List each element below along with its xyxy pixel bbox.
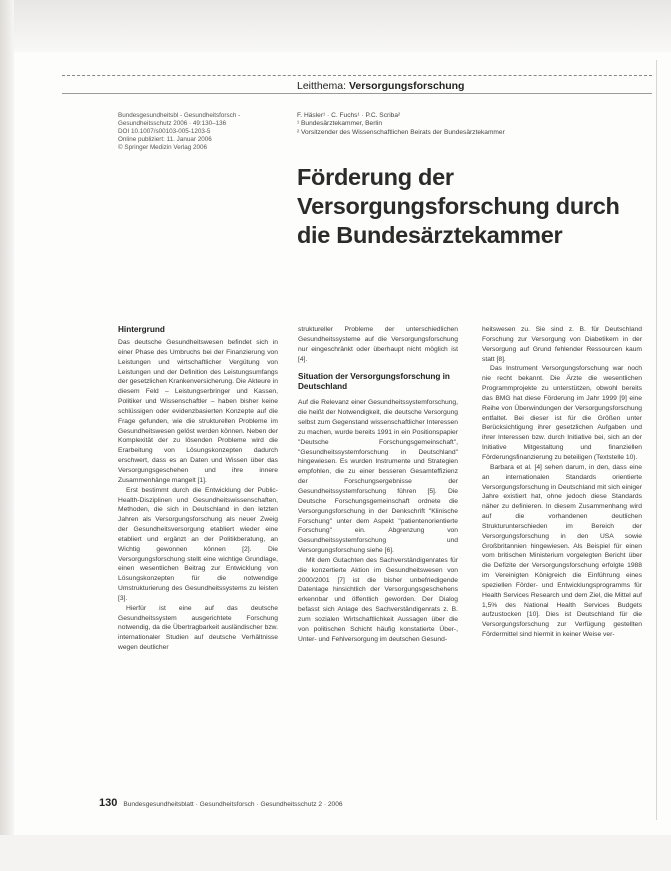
paragraph: heitswesen zu. Sie sind z. B. für Deutschland Forschung zur Versorgung von Diabetikern in der Versorgung auf Grund fehlender Ressourcen kaum statt [8]. — [482, 326, 642, 363]
section-heading: Situation der Versorgungsforschung in Deutschland — [298, 372, 450, 392]
header-rule — [62, 93, 652, 94]
text-column-3 — [482, 325, 642, 640]
journal-citation: Bundesgesundheitsblatt · Gesundheitsforsch · Gesundheitsschutz 2 · 2006 — [123, 801, 343, 808]
section-heading: Hintergrund — [118, 325, 165, 334]
publication-metadata — [118, 112, 288, 152]
author-names: F. Häsler¹ · C. Fuchs¹ · P.C. Scriba² — [297, 112, 401, 119]
paragraph: Das Instrument Versorgungsforschung war noch nie recht bekannt. Die Ärzte die wesentlichen Programmprojekte zu unterstützen, obwohl bereits das BMG hat diese Förderung im Jahr 1999 [9] eine Reihe von Überwindungen der Versorgungsforschung entfaltet. Bei dieser ist für die Größen unter Berücksichtigung ihrer gesetzlichen Aufgaben und ihrer Interessen bzw. durch Initiative bei, sich an der Initiative Mitgestaltung und finanziellen Förderungsfinanzierung zu beteiligen (Textstelle 10). — [482, 365, 642, 461]
page-fold-line — [656, 60, 657, 820]
text-column-2 — [298, 325, 458, 644]
paragraph: Auf die Relevanz einer Gesundheitssystemforschung, die heißt der Notwendigkeit, die deutsche Versorgung selbst zum Gegenstand wissenschaftlicher Interessen zu machen, wurde bereits 1991 in ein Positionspapier "Deutsche Forschungsgemeinschaft", "Gesundheitssystemforschung in Deutschland" hingewiesen. Es wurden Instrumente und Strategien empfohlen, die zu einer besseren Gesamteffizienz der Forschungsergebnisse der Gesundheitssystemforschung führen [5]. Die Deutsche Forschungsgemeinschaft ordnete die Versorgungsforschung in der Denkschrift "Klinische Forschung" unter dem Aspekt "patientenorientierte Forschung" ein. Abgrenzung von Gesundheitssystemforschung und Versorgungsforschung siehe [6]. — [298, 399, 458, 555]
author-affiliation: ² Vorsitzender des Wissenschaftlichen Beirats der Bundesärztekammer — [297, 128, 505, 136]
text-column-1 — [118, 325, 278, 653]
scan-shadow-top — [0, 0, 671, 52]
section-header — [297, 80, 464, 92]
meta-line: DOI 10.1007/s00103-005-1203-5 — [118, 128, 211, 136]
meta-line: © Springer Medizin Verlag 2006 — [118, 144, 207, 152]
page-footer — [99, 797, 559, 809]
title-line: Versorgungsforschung durch — [297, 193, 620, 219]
paragraph: struktureller Probleme der unterschiedlichen Gesundheitssysteme auf die Versorgungsforschung nur eingeschränkt oder überhaupt nicht möglich ist [4]. — [298, 326, 458, 363]
author-block — [297, 112, 597, 137]
paragraph: Hierfür ist eine auf das deutsche Gesundheitssystem ausgerichtete Forschung notwendig, da die Übertragbarkeit ausländischer bzw. internationaler Studien auf deutsche Verhältnisse wegen deutlicher — [118, 604, 278, 652]
article-title — [297, 163, 637, 250]
page-number: 130 — [99, 797, 118, 809]
paragraph: Mit dem Gutachten des Sachverständigenrates für die konzertierte Aktion im Gesundheitswesen von 2000/2001 [7] ist die bisher unbefriedigende Datenlage hinsichtlich der Versorgungsgeschehens erkennbar und öffentlich geworden. Der Dialog befasst sich Anlage des Sachverständigenrats z. B. zum sozialen Wirtschaftlichkeit Aussagen über die von politischen Schicht häufig konstatierte Über-, Unter- und Fehlversorgung im deutschen Gesund- — [298, 556, 458, 643]
meta-line: Bundesgesundheitsbl - Gesundheitsforsch - — [118, 112, 241, 119]
title-line: Förderung der — [297, 164, 454, 190]
title-line: die Bundesärztekammer — [297, 222, 563, 248]
meta-line: Online publiziert: 11. Januar 2006 — [118, 136, 212, 144]
paragraph: Erst bestimmt durch die Entwicklung der Public-Health-Disziplinen und Gesundheitswissenschaften, Methoden, die sich in Deutschland in den letzten Jahren als Versorgungsforschung als neuer Zweig der Gesundheitsversorgung etabliert wieder eine etabliert und ergänzt an der Politikberatung, an Wichtig gewonnen können [2]. Die Versorgungsforschung stellt eine wichtige Grundlage, einen wesentlichen Beitrag zur Entwicklung von Lösungskonzepten für die notwendige Umstrukturierung des Gesundheitssystems zu leisten [3]. — [118, 486, 278, 602]
meta-line: Gesundheitsschutz 2006 · 49:130–136 — [118, 120, 227, 128]
scan-bottom-margin — [0, 835, 671, 871]
author-affiliation: ¹ Bundesärztekammer, Berlin — [297, 120, 383, 128]
paragraph: Das deutsche Gesundheitswesen befindet sich in einer Phase des Umbruchs bei der Finanzierung von Leistungen und wirtschaftlicher Vergütung von Leistungen und der Definition des Leistungsumfangs der gesetzlichen Krankenversicherung. Die Akteure in diesem Feld – Leistungserbringer und Kassen, Politiker und Wissenschaftler – haben bisher keine schlüssigen oder evidenzbasierten Konzepte auf die Frage gefunden, wie die strukturellen Probleme im Gesundheitswesen gelöst werden können. Neben der Komplexität der zu lösenden Probleme wird die Erarbeitung von Lösungskonzepten dadurch erschwert, dass es an Daten und Wissen über das Versorgungsgeschehen und ihre innere Zusammenhänge mangelt [1]. — [118, 339, 278, 484]
scan-shadow-left — [0, 0, 14, 871]
header-dashed-rule — [62, 75, 652, 76]
paragraph: Barbara et al. [4] sehen darum, in den, dass eine an internationalen Standards orientierte Versorgungsforschung in Deutschland mit sich einiger Jahre existiert hat, ohne jedoch diese Standards näher zu definieren. In diesem Zusammenhang wird auf die vorhandenen deutlichen Strukturunterschieden im Bereich der Versorgungsforschung in den USA sowie Großbritannien hingewiesen. Als Beispiel für einen vom britischen Ministerium vorgelegten Bericht über die Defizite der Versorgungsforschung erfolgte 1988 im Vereinigten Königreich die Einführung eines speziellen Förder- und Entwicklungsprogramms für Health Services Research und dem Ziel, die Mittel auf 1,5% des National Health Services Budgets aufzustocken [10]. Dies ist Deutschland für die Versorgungsforschung zur Verfügung gestellten Fördermittel sind hiermit in keiner Weise ver- — [482, 463, 642, 639]
section-header-prefix: Leitthema: — [297, 80, 349, 92]
section-header-topic: Versorgungsforschung — [348, 80, 465, 92]
